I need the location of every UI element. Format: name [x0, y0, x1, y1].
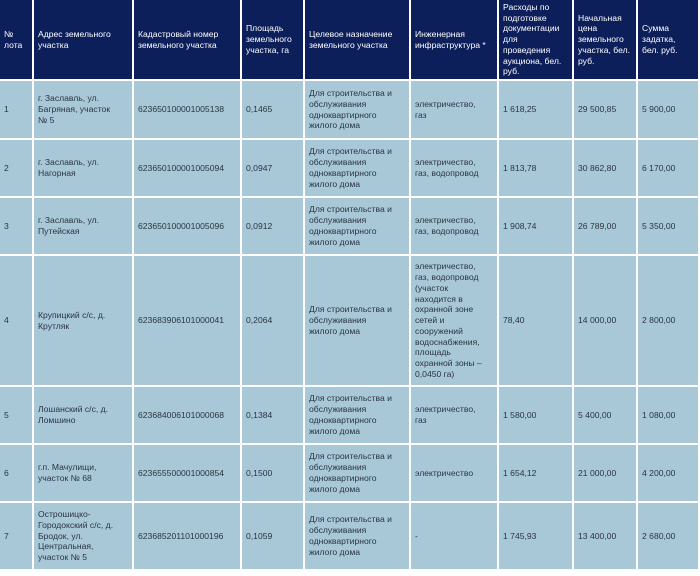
cell-purpose: Для строительства и обслуживания одноквартирного жилого дома	[305, 503, 409, 569]
cell-deposit: 5 350,00	[638, 198, 698, 254]
cell-area: 0,0912	[242, 198, 303, 254]
cell-purpose: Для строительства и обслуживания одноквартирного жилого дома	[305, 140, 409, 196]
cell-area: 0,1384	[242, 387, 303, 443]
cell-lot: 1	[0, 81, 32, 138]
cell-price: 30 862,80	[574, 140, 636, 196]
header-lot-number: № лота	[0, 0, 32, 79]
header-address: Адрес земельного участка	[34, 0, 132, 79]
cell-expenses: 1 745,93	[499, 503, 572, 569]
cell-deposit: 5 900,00	[638, 81, 698, 138]
table-row	[0, 256, 698, 385]
cell-lot: 6	[0, 445, 32, 501]
cell-address: Крупицкий с/с, д. Крутляк	[34, 256, 132, 385]
cell-purpose: Для строительства и обслуживания жилого дома	[305, 256, 409, 385]
cell-price: 14 000,00	[574, 256, 636, 385]
cell-area: 0,0947	[242, 140, 303, 196]
cell-lot: 5	[0, 387, 32, 443]
cell-infrastructure: электричество, газ	[411, 81, 497, 138]
cell-deposit: 2 800,00	[638, 256, 698, 385]
cell-address: г. Заславль, ул. Путейская	[34, 198, 132, 254]
cell-area: 0,2064	[242, 256, 303, 385]
cell-price: 13 400,00	[574, 503, 636, 569]
cell-purpose: Для строительства и обслуживания одноквартирного жилого дома	[305, 198, 409, 254]
cell-cadastral: 623685201101000196	[134, 503, 240, 569]
header-expenses: Расходы по подготовке документации для проведения аукциона, бел. руб.	[499, 0, 572, 79]
cell-infrastructure: электричество, газ	[411, 387, 497, 443]
header-area: Площадь земельного участка, га	[242, 0, 303, 79]
header-deposit: Сумма задатка, бел. руб.	[638, 0, 698, 79]
cell-infrastructure: электричество, газ, водопровод	[411, 140, 497, 196]
cell-deposit: 1 080,00	[638, 387, 698, 443]
cell-address: г.п. Мачулищи, участок № 68	[34, 445, 132, 501]
cell-deposit: 2 680,00	[638, 503, 698, 569]
cell-deposit: 4 200,00	[638, 445, 698, 501]
cell-infrastructure: электричество, газ, водопровод	[411, 198, 497, 254]
cell-cadastral: 623683906101000041	[134, 256, 240, 385]
header-start-price: Начальная цена земельного участка, бел. руб.	[574, 0, 636, 79]
cell-address: г. Заславль, ул. Нагорная	[34, 140, 132, 196]
cell-cadastral: 623650100001005138	[134, 81, 240, 138]
cell-cadastral: 623655500001000854	[134, 445, 240, 501]
cell-area: 0,1059	[242, 503, 303, 569]
cell-purpose: Для строительства и обслуживания одноквартирного жилого дома	[305, 81, 409, 138]
cell-expenses: 1 813,78	[499, 140, 572, 196]
cell-infrastructure: электричество	[411, 445, 497, 501]
cell-cadastral: 623650100001005096	[134, 198, 240, 254]
table-row	[0, 140, 698, 196]
cell-area: 0,1500	[242, 445, 303, 501]
cell-price: 5 400,00	[574, 387, 636, 443]
cell-purpose: Для строительства и обслуживания одноквартирного жилого дома	[305, 445, 409, 501]
header-purpose: Целевое назначение земельного участка	[305, 0, 409, 79]
cell-expenses: 1 618,25	[499, 81, 572, 138]
cell-lot: 4	[0, 256, 32, 385]
cell-lot: 3	[0, 198, 32, 254]
table-row	[0, 387, 698, 443]
table-row	[0, 445, 698, 501]
cell-infrastructure: -	[411, 503, 497, 569]
cell-infrastructure: электричество, газ, водопровод (участок находится в охранной зоне сетей и сооружений водоснабжения, площадь охранной зоны – 0,0450 га)	[411, 256, 497, 385]
cell-price: 21 000,00	[574, 445, 636, 501]
cell-address: Лошанский с/с, д. Ломшино	[34, 387, 132, 443]
cell-cadastral: 623684006101000068	[134, 387, 240, 443]
cell-lot: 2	[0, 140, 32, 196]
cell-expenses: 1 908,74	[499, 198, 572, 254]
table-header-row	[0, 0, 698, 79]
cell-area: 0,1465	[242, 81, 303, 138]
cell-expenses: 1 654,12	[499, 445, 572, 501]
cell-price: 26 789,00	[574, 198, 636, 254]
header-infrastructure: Инженерная инфраструктура *	[411, 0, 497, 79]
cell-cadastral: 623650100001005094	[134, 140, 240, 196]
table-row	[0, 198, 698, 254]
cell-address: г. Заславль, ул. Багряная, участок № 5	[34, 81, 132, 138]
cell-deposit: 6 170,00	[638, 140, 698, 196]
cell-expenses: 78,40	[499, 256, 572, 385]
cell-expenses: 1 580,00	[499, 387, 572, 443]
table-row	[0, 503, 698, 569]
header-cadastral-number: Кадастровый номер земельного участка	[134, 0, 240, 79]
cell-address: Острошицко- Городокский с/с, д. Бродок, ул. Центральная, участок № 5	[34, 503, 132, 569]
cell-lot: 7	[0, 503, 32, 569]
cell-purpose: Для строительства и обслуживания одноквартирного жилого дома	[305, 387, 409, 443]
table-row	[0, 81, 698, 138]
cell-price: 29 500,85	[574, 81, 636, 138]
